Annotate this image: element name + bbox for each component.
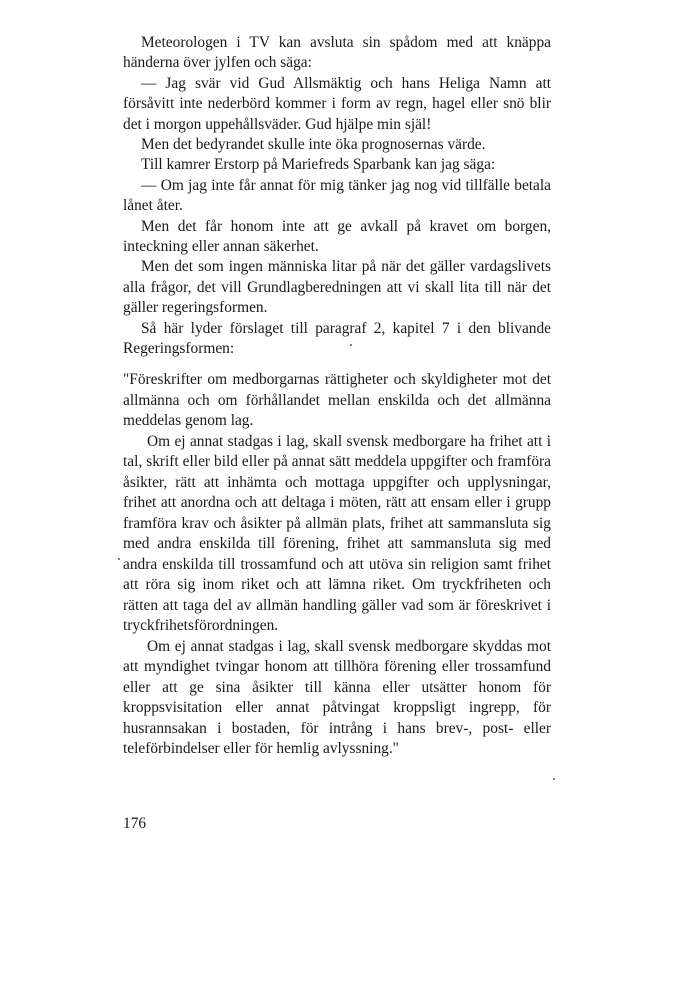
page-number: 176 bbox=[123, 815, 147, 832]
quote-paragraph: Om ej annat stadgas i lag, skall svensk medborgare ha frihet att i tal, skrift eller bild eller på annat sätt meddela uppgifter och framföra åsikter, rätt att inhämta och mottaga uppgifter och upplysningar, frihet att anordna och att deltaga i möten, rätt att ensam eller i grupp framföra krav och åsikter på allmän plats, frihet att sammansluta sig med andra enskilda till förening, frihet att sammansluta sig med andra enskilda till trossamfund och att utöva sin religion samt frihet att röra sig inom riket och att lämna riket. Om tryckfriheten och rätten att taga del av allmän handling gäller vad som är föreskrivet i tryckfrihetsförordningen. bbox=[123, 432, 551, 634]
paragraph: Meteorologen i TV kan avsluta sin spådom med att knäppa händerna över jylfen och säga: bbox=[123, 34, 551, 72]
scan-speck bbox=[118, 558, 120, 560]
body-text bbox=[123, 33, 551, 360]
paragraph: Till kamrer Erstorp på Mariefreds Sparbank kan jag säga: bbox=[141, 156, 496, 174]
paragraph: Men det bedyrandet skulle inte öka prognosernas värde. bbox=[141, 136, 486, 154]
scan-speck bbox=[553, 778, 555, 780]
quote-paragraph: "Föreskrifter om medborgarnas rättigheter och skyldigheter mot det allmänna och om förhållandet mellan enskilda och det allmänna meddelas genom lag. bbox=[123, 371, 551, 429]
paragraph: Men det som ingen människa litar på när det gäller vardagslivets alla frågor, det vill Grundlagberedningen att vi skall lita till när det gäller regeringsformen. bbox=[123, 258, 551, 317]
paragraph: Så här lyder förslaget till paragraf 2, kapitel 7 i den blivande Regeringsformen: bbox=[123, 319, 551, 358]
quote-paragraph: Om ej annat stadgas i lag, skall svensk medborgare skyddas mot att myndighet tvingar honom att tillhöra förening eller trossamfund eller att ge sina åsikter till känna eller utsätter honom för kroppsvisitation eller annat påtvingat kroppsligt ingrepp, för husrannsakan i bostaden, för intrång i hans brev-, post- eller teleförbindelser eller för hemlig avlyssning." bbox=[123, 637, 551, 757]
paragraph: — Jag svär vid Gud Allsmäktig och hans Heliga Namn att försåvitt inte nederbörd kommer i form av regn, hagel eller snö blir det i morgon uppehållsväder. Gud hjälpe min själ! bbox=[123, 74, 551, 133]
scan-speck bbox=[350, 344, 352, 346]
block-quote bbox=[123, 370, 551, 760]
paragraph: Men det får honom inte att ge avkall på kravet om borgen, inteckning eller annan säkerhet. bbox=[123, 217, 551, 256]
paragraph: — Om jag inte får annat för mig tänker jag nog vid tillfälle betala lånet åter. bbox=[123, 176, 551, 215]
